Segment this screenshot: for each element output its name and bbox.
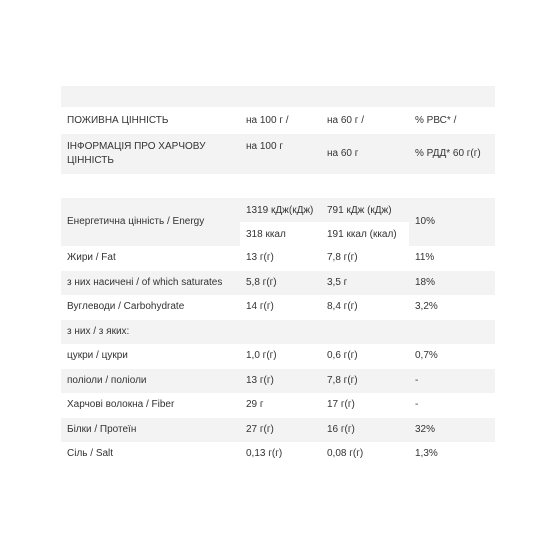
- table-row: [61, 418, 495, 443]
- row-label: Вуглеводи / Carbohydrate: [67, 301, 185, 313]
- energy-rda: 10%: [415, 216, 436, 227]
- row-rda: 0,7%: [415, 350, 438, 362]
- header-per-100g: на 100 г /: [246, 114, 289, 126]
- row-rda: 3,2%: [415, 301, 438, 313]
- table-row: [61, 295, 495, 320]
- row-per-100g: 5,8 г(г): [246, 276, 277, 288]
- energy-per-60g: [321, 198, 409, 246]
- row-per-60g: 7,8 г(г): [327, 374, 358, 386]
- row-label: Сіль / Salt: [67, 448, 114, 460]
- row-label: з них / з яких:: [67, 325, 130, 337]
- row-per-60g: 0,6 г(г): [327, 350, 358, 362]
- row-per-100g: 13 г(г): [246, 374, 274, 386]
- table-row: [61, 393, 495, 418]
- header-nutrition-value: ПОЖИВНА ЦІННІСТЬ: [67, 114, 169, 126]
- row-per-60g: 17 г(г): [327, 399, 355, 411]
- energy-per-100g: [240, 198, 321, 246]
- row-per-100g: 1,0 г(г): [246, 350, 277, 362]
- row-rda: -: [415, 399, 419, 411]
- row-per-100g: 0,13 г(г): [246, 448, 283, 460]
- row-rda: [409, 320, 495, 345]
- table-row: [61, 271, 495, 296]
- table-row: [61, 442, 495, 467]
- row-rda: 1,3%: [415, 448, 438, 460]
- row-per-100g: 14 г(г): [246, 301, 274, 313]
- energy-row: [61, 198, 495, 246]
- energy-label: Енергетична цінність / Energy: [67, 216, 205, 227]
- row-rda: 32%: [415, 423, 436, 435]
- table-row: [61, 320, 495, 345]
- row-per-100g: 13 г(г): [246, 252, 274, 264]
- row-label: цукри / цукри: [67, 350, 128, 362]
- header-rda-alt: % РДД* 60 г(г): [415, 148, 481, 159]
- header-rda: % РВС* /: [415, 114, 457, 126]
- row-label: з них насичені / of which saturates: [67, 276, 223, 288]
- table-gap: [61, 174, 495, 198]
- energy-per-100g-kcal: 318 ккал: [240, 222, 321, 246]
- row-rda: 11%: [415, 252, 435, 264]
- header-per-60g-alt: на 60 г: [327, 148, 359, 159]
- header-row: [61, 107, 495, 134]
- table-row: [61, 246, 495, 271]
- row-per-100g: 29 г: [246, 399, 264, 411]
- nutrition-table: [61, 86, 495, 467]
- table-top-band: [61, 86, 495, 107]
- row-per-60g: 0,08 г(г): [327, 448, 364, 460]
- row-label: Харчові волокна / Fiber: [67, 399, 175, 411]
- row-per-60g: 16 г(г): [327, 423, 355, 435]
- row-rda: -: [415, 374, 419, 386]
- row-per-100g: 27 г(г): [246, 423, 274, 435]
- row-per-60g: 8,4 г(г): [327, 301, 358, 313]
- energy-per-60g-kcal: 191 ккал (ккал): [321, 222, 409, 246]
- header-nutrition-info: ІНФОРМАЦІЯ ПРО ХАРЧОВУ ЦІННІСТЬ: [67, 141, 206, 166]
- row-label: Білки / Протеїн: [67, 423, 137, 435]
- table-row: [61, 344, 495, 369]
- header-row-alt: [61, 134, 495, 174]
- row-per-60g: 7,8 г(г): [327, 252, 358, 264]
- table-row: [61, 369, 495, 394]
- row-rda: 18%: [415, 276, 436, 288]
- row-label: поліоли / поліоли: [67, 374, 147, 386]
- header-per-60g: на 60 г /: [327, 114, 364, 126]
- energy-per-100g-kj: 1319 кДж(кДж): [240, 198, 321, 222]
- row-label: Жири / Fat: [67, 252, 116, 264]
- energy-per-60g-kj: 791 кДж (кДж): [321, 198, 409, 222]
- row-per-100g: [240, 320, 321, 345]
- header-per-100g-alt: на 100 г: [246, 141, 283, 152]
- row-per-60g: [321, 320, 409, 345]
- row-per-60g: 3,5 г: [327, 276, 348, 288]
